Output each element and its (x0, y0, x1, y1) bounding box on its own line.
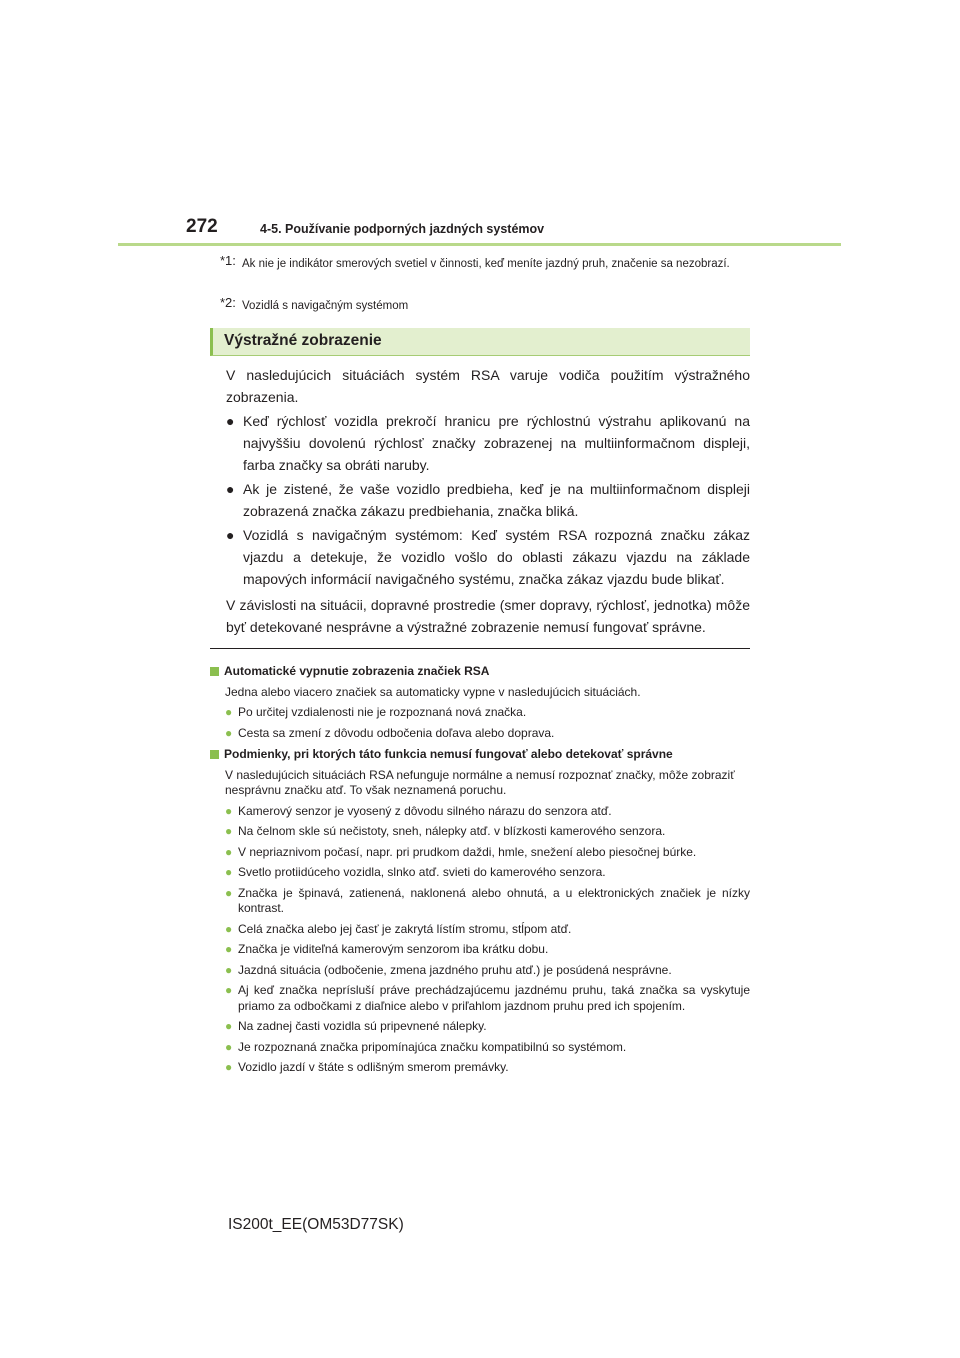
note-text: V nasledujúcich situáciách RSA nefunguje normálne a nemusí rozpoznať značky, môže zobraziť nesprávnu značku atď. To však neznamená poruchu. (225, 767, 735, 797)
note-item-text: Vozidlo jazdí v štáte s odlišným smerom premávky. (238, 1060, 509, 1074)
bullet-dot-icon: ● (225, 1039, 233, 1054)
bullet-dot-icon: ● (225, 865, 233, 879)
note-item (210, 963, 750, 979)
note-item-text: Značka je viditeľná kamerovým senzorom iba krátku dobu. (238, 942, 549, 956)
bullet-dot-icon: ● (225, 725, 233, 740)
footnote-mark: *2: (220, 295, 236, 310)
note-item (210, 1040, 750, 1056)
note-item (210, 886, 750, 917)
square-bullet-icon (210, 667, 219, 676)
warning-bullet-text: Vozidlá s navigačným systémom: Keď systém RSA rozpozná značku zákaz vjazdu a detekuje, že vozidlo vošlo do oblasti zákazu vjazdu na základe mapových informácií navigačného systému, značka zákaz vjazdu bude blikať. (243, 527, 750, 587)
note-item (210, 824, 750, 840)
footnote-mark: *1: (220, 253, 236, 268)
bullet-dot-icon: ● (225, 983, 233, 997)
note-item-text: Cesta sa zmení z dôvodu odbočenia doľava alebo doprava. (238, 725, 555, 740)
note-item (210, 942, 750, 958)
note-item (210, 1019, 750, 1035)
note-item (210, 1060, 750, 1076)
note-item (210, 845, 750, 861)
bullet-dot-icon: ● (226, 481, 235, 497)
note-item-text: Na čelnom skle sú nečistoty, sneh, nálepky atď. v blízkosti kamerového senzora. (238, 824, 666, 838)
notes-divider (210, 648, 750, 649)
page-number: 272 (186, 216, 218, 237)
bullet-dot-icon: ● (225, 803, 233, 818)
warning-bullet-text: Keď rýchlosť vozidla prekročí hranicu pre rýchlostnú výstrahu aplikovanú na najvyššiu dovolenú rýchlosť značky zobrazenej na multiinformačnom displeji, farba značky sa obráti naruby. (243, 413, 750, 473)
warning-outro: V závislosti na situácii, dopravné prostredie (smer dopravy, rýchlosť, jednotka) môže byť detekované nesprávne a výstražné zobrazenie nemusí fungovať správne. (226, 597, 750, 635)
note-title-conditions (210, 747, 750, 763)
note-text: Jedna alebo viacero značiek sa automaticky vypne v nasledujúcich situáciách. (225, 684, 641, 699)
bullet-dot-icon: ● (225, 942, 233, 956)
footnote-1 (220, 253, 750, 273)
bullet-dot-icon: ● (225, 921, 233, 936)
note-item-text: Po určitej vzdialenosti nie je rozpoznaná nová značka. (238, 705, 527, 719)
bullet-dot-icon: ● (226, 527, 235, 543)
bullet-dot-icon: ● (225, 962, 233, 977)
warning-bullet (226, 478, 750, 522)
bullet-dot-icon: ● (225, 824, 233, 838)
bullet-dot-icon: ● (225, 885, 233, 900)
note-item-text: V nepriaznivom počasí, napr. pri prudkom daždi, hmle, snežení alebo piesočnej búrke. (238, 844, 697, 859)
warning-section-body (226, 364, 750, 638)
note-item (210, 922, 750, 938)
note-item (210, 726, 750, 742)
header-divider (118, 243, 841, 246)
warning-intro: V nasledujúcich situáciách systém RSA varuje vodiča použitím výstražného zobrazenia. (226, 367, 750, 405)
bullet-dot-icon: ● (225, 1060, 233, 1074)
bullet-dot-icon: ● (225, 705, 233, 719)
footnote-text: Vozidlá s navigačným systémom (242, 300, 409, 312)
bullet-dot-icon: ● (226, 413, 235, 429)
bullet-dot-icon: ● (225, 844, 233, 859)
bullet-dot-icon: ● (225, 1019, 233, 1033)
note-item-text: Aj keď značka neprísluší práve prechádzajúcemu jazdnému pruhu, taká značka sa vyskytuje priamo za odbočkami z diaľnice alebo v priľahlom jazdnom pruhu pred ich spojením. (238, 983, 750, 1013)
warning-bullet-text: Ak je zistené, že vaše vozidlo predbieha, keď je na multiinformačnom displeji zobrazená značka zákazu predbiehania, značka bliká. (243, 481, 750, 519)
warning-bullet (226, 410, 750, 476)
note-title-text: Podmienky, pri ktorých táto funkcia nemusí fungovať alebo detekovať správne (224, 747, 673, 761)
note-item (210, 804, 750, 820)
note-item (210, 705, 750, 721)
note-item (210, 983, 750, 1014)
note-item-text: Kamerový senzor je vyosený z dôvodu silného nárazu do senzora atď. (238, 803, 612, 818)
note-item-text: Značka je špinavá, zatienená, naklonená alebo ohnutá, a u elektronických značiek je nízky kontrast. (238, 885, 750, 915)
note-item-text: Celá značka alebo jej časť je zakrytá lístím stromu, stĺpom atď. (238, 921, 572, 936)
note-item-text: Svetlo protiidúceho vozidla, slnko atď. svieti do kamerového senzora. (238, 865, 606, 879)
document-code: IS200t_EE(OM53D77SK) (228, 1216, 404, 1233)
warning-display-heading-box (210, 328, 750, 356)
square-bullet-icon (210, 750, 219, 759)
note-item-text: Jazdná situácia (odbočenie, zmena jazdného pruhu atď.) je posúdená nesprávne. (238, 962, 672, 977)
notes-section (210, 658, 750, 1076)
note-item (210, 865, 750, 881)
note-item-text: Je rozpoznaná značka pripomínajúca značku kompatibilnú so systémom. (238, 1039, 627, 1054)
footnote-2 (220, 295, 750, 315)
warning-display-heading: Výstražné zobrazenie (224, 332, 382, 349)
section-title: 4-5. Používanie podporných jazdných systémov (260, 222, 545, 236)
note-title-text: Automatické vypnutie zobrazenia značiek RSA (224, 664, 490, 678)
note-title-auto-off (210, 664, 750, 680)
note-item-text: Na zadnej časti vozidla sú pripevnené nálepky. (238, 1019, 487, 1033)
warning-bullet (226, 524, 750, 590)
footnote-text: Ak nie je indikátor smerových svetiel v činnosti, keď meníte jazdný pruh, značenie sa nezobrazí. (242, 258, 730, 270)
